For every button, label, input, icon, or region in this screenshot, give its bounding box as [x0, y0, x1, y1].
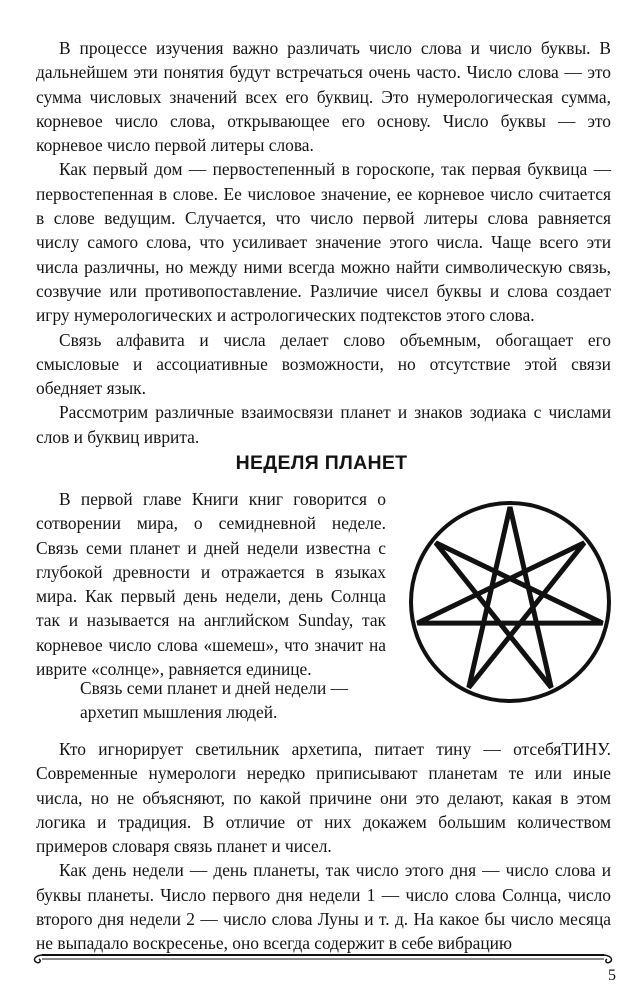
- outro-paragraph-1: Кто игнорирует светильник архетипа, питает тину — отсебяТИНУ. Современные нумерологи нередко приписывают планетам те или иные числа, но не объясняют, по какой причине они это делают, какая в этом логика и традиция. В отличие от них докажем большим количеством примеров словаря связь планет и чисел.: [36, 739, 611, 857]
- section-heading: НЕДЕЛЯ ПЛАНЕТ: [235, 452, 408, 474]
- heptagram-star: [417, 507, 602, 688]
- section-paragraph: В первой главе Книги книг говорится о сотворении мира, о семидневной неделе. Связь семи планет и дней недели известна с глубокой древности и отражается в языках мира. Как первый день недели, день Солнца так и называется на английском Sunday, так корневое число слова «шемеш», что значит на иврите «солнце», равняется единице.: [36, 489, 386, 680]
- intro-paragraph-4: Рассмотрим различные взаимосвязи планет и знаков зодиака с числами слов и буквиц иврита.: [36, 402, 611, 447]
- quote-line-2: архетип мышления людей.: [80, 702, 278, 723]
- outro-paragraph-2: Как день недели — день планеты, так число этого дня — число слова и буквы планеты. Число первого дня недели 1 — число слова Солнца, число второго дня недели 2 — число слова Луны и т. д. На какое бы число месяца не выпадало воскресенье, оно всегда содержит в себе вибрацию: [36, 860, 611, 954]
- seven-pointed-star-in-circle-icon: [406, 498, 614, 706]
- epigraph-quote: [80, 676, 400, 725]
- intro-text: [36, 36, 611, 449]
- intro-paragraph-1: В процессе изучения важно различать число слова и число буквы. В дальнейшем эти понятия будут встречаться очень часто. Число слова — это сумма числовых значений всех его буквиц. Это нумерологическая сумма, корневое число слова, открывающее его основу. Число буквы — это корневое число первой литеры слова.: [36, 38, 611, 156]
- star-circle: [411, 503, 609, 701]
- intro-paragraph-3: Связь алфавита и числа делает слово объемным, обогащает его смысловые и ассоциативные возможности, но отсутствие этой связи обедняет язык.: [36, 329, 611, 399]
- page-number: 5: [608, 967, 616, 984]
- quote-line-1: Связь семи планет и дней недели —: [80, 678, 348, 698]
- footer-ornamental-rule: [28, 950, 618, 966]
- intro-paragraph-2: Как первый дом — первостепенный в гороскопе, так первая буквица — первостепенная в слове. Ее числовое значение, ее корневое число считается в слове ведущим. Случается, что число первой литеры слова равняется числу самого слова, что усиливает значение этого числа. Чаще всего эти числа различны, но между ними всегда можно найти символическую связь, созвучие или противопоставление. Различие чисел буквы и слова создает игру нумерологических и астрологических подтекстов этого слова.: [36, 159, 611, 326]
- outro-text: [36, 737, 611, 956]
- section-intro-text: [36, 487, 386, 681]
